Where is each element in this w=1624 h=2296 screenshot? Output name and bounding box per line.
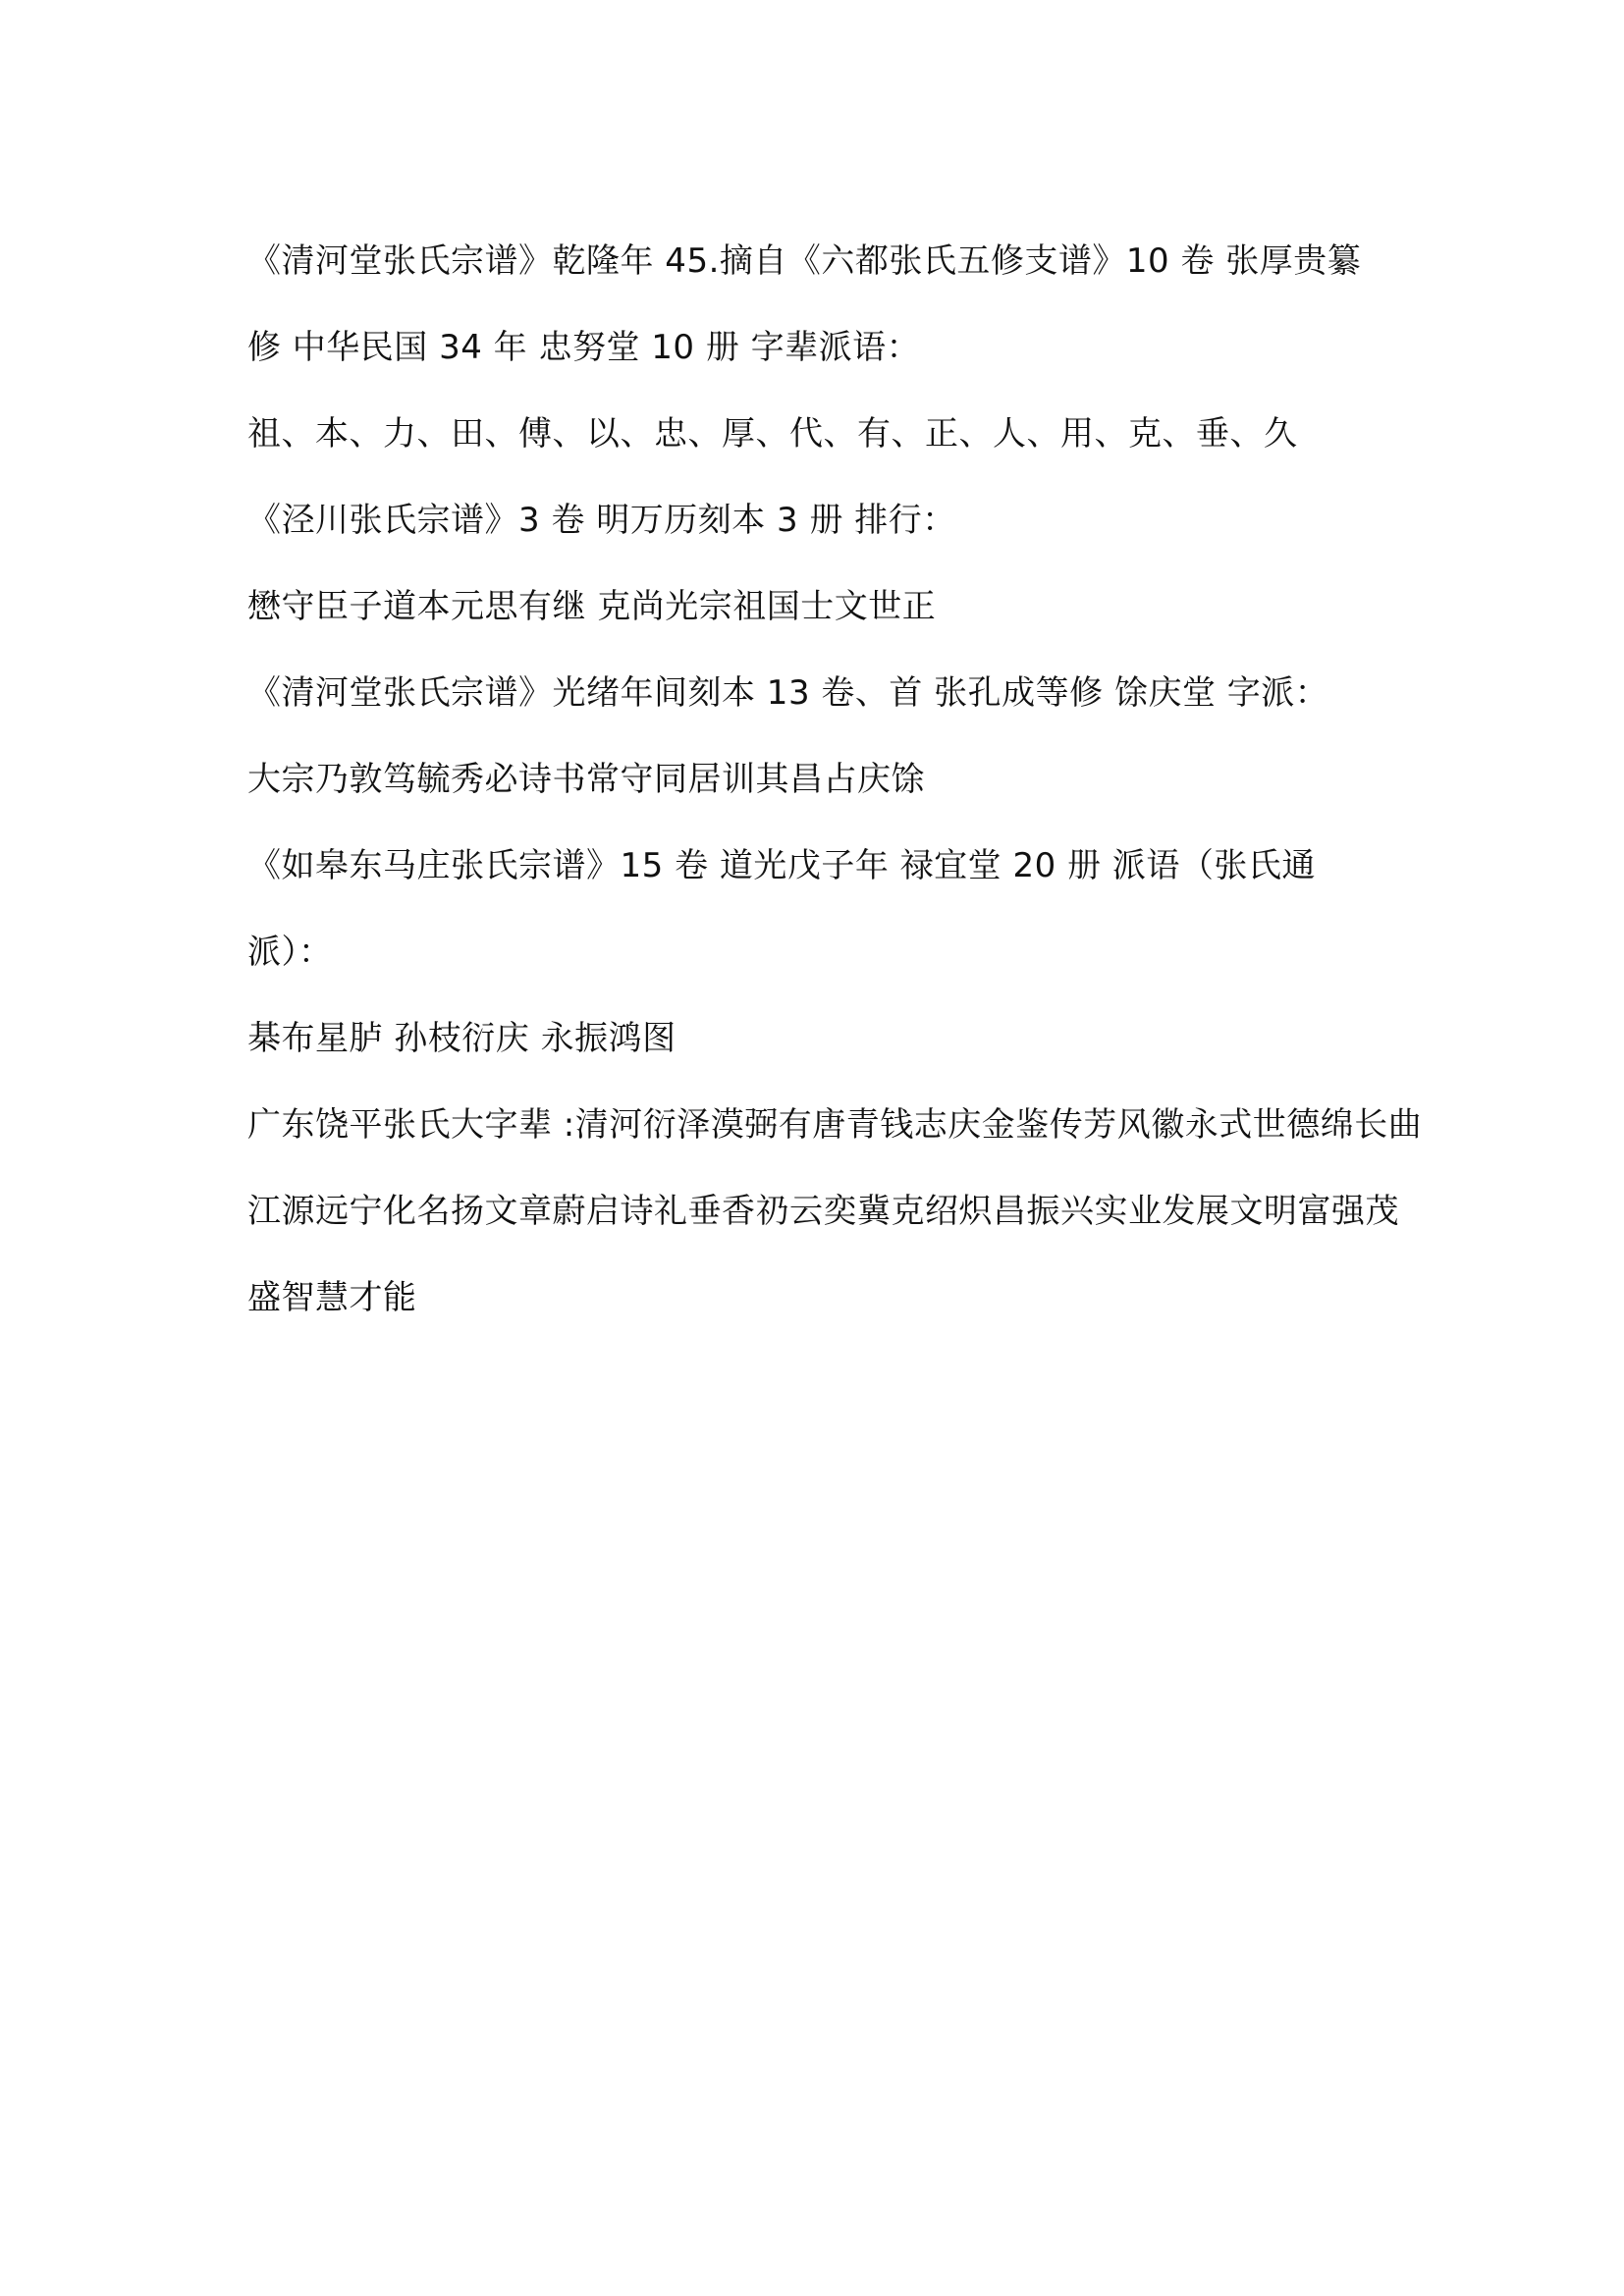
text-line-11: 广东饶平张氏大字辈 :清河衍泽漠弼有唐青钱志庆金鉴传芳风徽永式世德绵长曲: [247, 1105, 1423, 1145]
text-line-7: 大宗乃敦笃毓秀必诗书常守同居训其昌占庆馀: [247, 760, 925, 799]
text-line-4: 《泾川张氏宗谱》3 卷 明万历刻本 3 册 排行：: [247, 501, 956, 540]
text-line-3: 祖、本、力、田、傅、以、忠、厚、代、有、正、人、用、克、垂、久: [247, 414, 1298, 454]
text-line-5: 懋守臣子道本元思有继 克尚光宗祖国士文世正: [247, 587, 937, 626]
document-body: [247, 218, 1423, 1341]
text-line-10: 棊布星胪 孙枝衍庆 永振鸿图: [247, 1019, 677, 1058]
text-line-1: 《清河堂张氏宗谱》乾隆年 45.摘自《六都张氏五修支谱》10 卷 张厚贵纂: [247, 241, 1362, 281]
text-line-9: 派）：: [247, 933, 333, 972]
text-line-12: 江源远宁化名扬文章蔚启诗礼垂香礽云奕冀克绍炽昌振兴实业发展文明富强茂: [247, 1192, 1399, 1231]
text-line-6: 《清河堂张氏宗谱》光绪年间刻本 13 卷、首 张孔成等修 馀庆堂 字派：: [247, 673, 1329, 713]
text-line-8: 《如皋东马庄张氏宗谱》15 卷 道光戊子年 禄宜堂 20 册 派语（张氏通: [247, 846, 1316, 885]
text-line-13: 盛智慧才能: [247, 1278, 417, 1317]
text-line-2: 修 中华民国 34 年 忠努堂 10 册 字辈派语：: [247, 328, 921, 367]
